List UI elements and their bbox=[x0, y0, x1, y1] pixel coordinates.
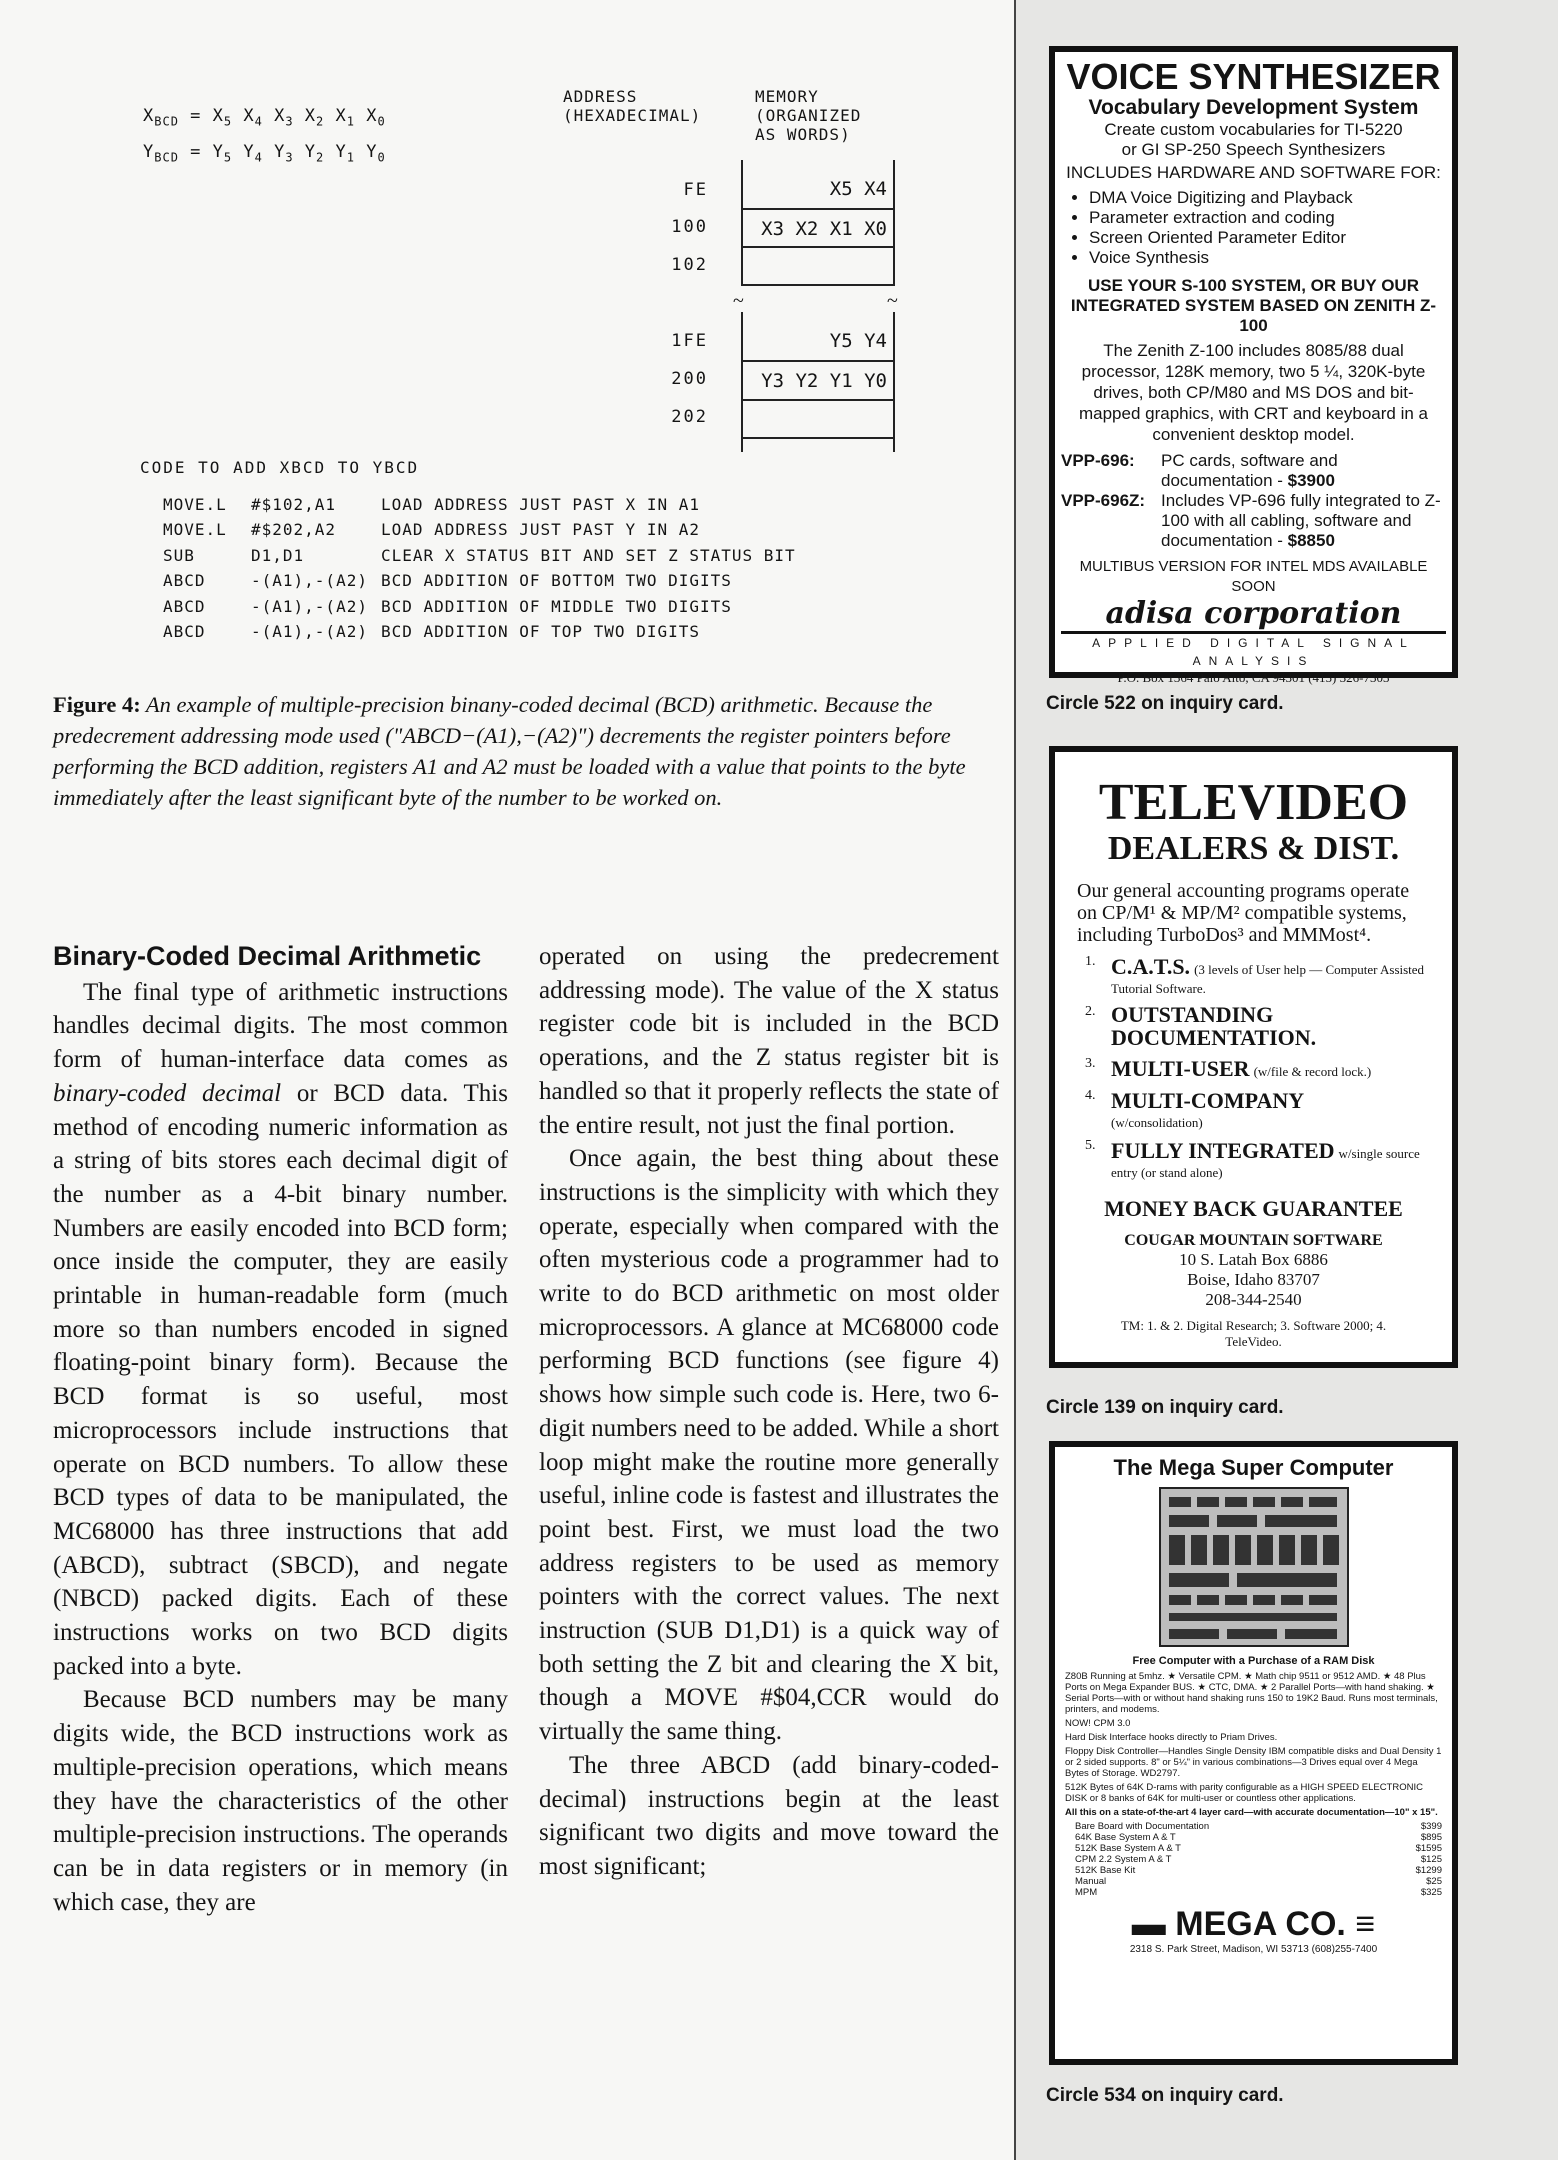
ad-address: P.O. Box 1364 Palo Alto, CA 94301 (415) 326-7303 bbox=[1117, 670, 1390, 685]
address-header-line1: ADDRESS bbox=[563, 87, 638, 106]
ad-line: Create custom vocabularies for TI-5220 bbox=[1104, 120, 1403, 139]
feature-number: 3. bbox=[1085, 1056, 1096, 1071]
ad-spec-list bbox=[1065, 1671, 1442, 1818]
price-row bbox=[1075, 1876, 1442, 1887]
memory-header-line1: MEMORY bbox=[755, 87, 819, 106]
ad-spec: All this on a state-of-the-art 4 layer card—with accurate documentation—10" x 15". bbox=[1065, 1807, 1438, 1818]
ad-address: 10 S. Latah Box 6886 bbox=[1179, 1250, 1328, 1269]
memory-address: FE bbox=[683, 180, 708, 200]
code-comment: LOAD ADDRESS JUST PAST Y IN A2 bbox=[381, 520, 700, 539]
price-value: $399 bbox=[1420, 1821, 1442, 1832]
feature-number: 1. bbox=[1085, 954, 1096, 969]
figure-caption bbox=[53, 689, 1004, 813]
feature-head: FULLY INTEGRATED bbox=[1111, 1138, 1335, 1163]
ad-address: 2318 S. Park Street, Madison, WI 53713 (608)255-7400 bbox=[1129, 1944, 1378, 1955]
price-row bbox=[1075, 1832, 1442, 1843]
memory-header bbox=[755, 87, 861, 144]
memory-cell: X5 X4 bbox=[829, 178, 887, 200]
memory-header-line3: AS WORDS) bbox=[755, 125, 851, 144]
code-args: D1,D1 bbox=[251, 546, 305, 565]
code-title: CODE TO ADD XBCD TO YBCD bbox=[140, 458, 420, 477]
ad-feature bbox=[1085, 954, 1430, 998]
memory-cell: Y3 Y2 Y1 Y0 bbox=[761, 370, 887, 392]
ad-spec: Hard Disk Interface hooks directly to Priam Drives. bbox=[1065, 1732, 1278, 1743]
paragraph bbox=[53, 976, 508, 1684]
emphasis-text: binary-coded decimal bbox=[53, 1079, 282, 1107]
mega-logo-icon: ≡ bbox=[1345, 1905, 1376, 1943]
ad-voice-synthesizer[interactable] bbox=[1049, 46, 1458, 685]
paragraph: operated on using the predecrement addressing mode). The value of the X status register code bit is included in the BCD operations, and the Z status register bit is handled so that it properly reflects the state of the entire result, not just the final portion. bbox=[539, 943, 999, 1139]
ad-feature bbox=[1085, 1056, 1430, 1082]
feature-number: 4. bbox=[1085, 1088, 1096, 1103]
ad-multibus: MULTIBUS VERSION FOR INTEL MDS AVAILABLE SOON bbox=[1079, 558, 1428, 595]
price-value: $895 bbox=[1420, 1832, 1442, 1843]
ad-spec: 512K Bytes of 64K D-rams with parity configurable as a HIGH SPEED ELECTRONIC DISK or 8 banks of 64K for multi-user or countless other applications. bbox=[1065, 1782, 1423, 1804]
ad-free-offer: Free Computer with a Purchase of a RAM Disk bbox=[1132, 1655, 1375, 1667]
memory-break-mark: ~ bbox=[887, 290, 898, 312]
feature-tail: (w/file & record lock.) bbox=[1253, 1064, 1372, 1079]
code-args: -(A1),-(A2) bbox=[251, 571, 368, 590]
ad-feature bbox=[1085, 1088, 1430, 1132]
paragraph-text: The final type of arithmetic instructions handles decimal digits. The most common form of human-interface data comes as bbox=[53, 978, 508, 1074]
price-row bbox=[1075, 1887, 1442, 1898]
ad-feature: • Screen Oriented Parameter Editor bbox=[1089, 228, 1446, 248]
feature-head: MULTI-COMPANY bbox=[1111, 1088, 1305, 1113]
ad-feature: • DMA Voice Digitizing and Playback bbox=[1089, 188, 1446, 208]
price-value: $25 bbox=[1426, 1876, 1442, 1887]
price-row bbox=[1075, 1865, 1442, 1876]
article-column-1 bbox=[53, 940, 508, 1919]
code-comment: BCD ADDITION OF MIDDLE TWO DIGITS bbox=[381, 597, 732, 616]
article-column-2 bbox=[539, 940, 999, 1884]
ad-company: COUGAR MOUNTAIN SOFTWARE bbox=[1124, 1232, 1383, 1249]
ad-televideo[interactable] bbox=[1049, 746, 1458, 1368]
memory-address: 1FE bbox=[671, 331, 708, 351]
ad-guarantee: MONEY BACK GUARANTEE bbox=[1104, 1196, 1403, 1221]
ad-phone: 208-344-2540 bbox=[1205, 1290, 1302, 1309]
ad-spec: NOW! CPM 3.0 bbox=[1065, 1718, 1131, 1729]
feature-head: C.A.T.S. bbox=[1111, 954, 1191, 979]
ad-address: Boise, Idaho 83707 bbox=[1187, 1270, 1320, 1289]
caption-text: An example of multiple-precision binany-coded decimal (BCD) arithmetic. Because the predecrement addressing mode used ("ABCD−(A1),−(A2)") decrements the register pointers before performing the BCD addition, registers A1 and A2 must be loaded with a value that points to the byte immediately after the least significant byte of the number to be worked on. bbox=[53, 692, 966, 810]
price-value: $325 bbox=[1420, 1887, 1442, 1898]
price-value: $125 bbox=[1420, 1854, 1442, 1865]
ad-subtitle: Vocabulary Development System bbox=[1088, 96, 1419, 119]
price-value: $1299 bbox=[1415, 1865, 1442, 1876]
memory-divider bbox=[741, 437, 895, 439]
ad-feature bbox=[1085, 1004, 1430, 1050]
feature-number: 5. bbox=[1085, 1138, 1096, 1153]
memory-break-mark: ~ bbox=[733, 290, 744, 312]
memory-divider bbox=[741, 246, 895, 248]
paragraph: Because BCD numbers may be many digits wide, the BCD instructions work as multiple-precision operations, which means they have the characteristics of the other multiple-precision instructions. The operands can be in data registers or in memory (in which case, they are bbox=[53, 1686, 508, 1916]
ad-vpp-696 bbox=[1061, 451, 1446, 491]
ad-mega-computer[interactable] bbox=[1049, 1441, 1458, 2065]
feature-tail: w/single source entry (or stand alone) bbox=[1111, 1146, 1420, 1180]
ad-includes: INCLUDES HARDWARE AND SOFTWARE FOR: bbox=[1066, 163, 1441, 182]
ad-subtitle: DEALERS & DIST. bbox=[1107, 830, 1400, 867]
code-op: ABCD bbox=[163, 571, 206, 590]
memory-divider bbox=[741, 399, 895, 401]
mega-logo-icon: ▬ bbox=[1131, 1905, 1176, 1943]
code-comment: BCD ADDITION OF TOP TWO DIGITS bbox=[381, 622, 700, 641]
price-row bbox=[1075, 1843, 1442, 1854]
memory-address: 102 bbox=[671, 255, 708, 275]
code-op: MOVE.L bbox=[163, 495, 227, 514]
ad-feature-list bbox=[1077, 954, 1430, 1182]
memory-address: 100 bbox=[671, 217, 708, 237]
code-args: -(A1),-(A2) bbox=[251, 622, 368, 641]
vpp-desc bbox=[1161, 451, 1446, 491]
ad-title: The Mega Super Computer bbox=[1113, 1455, 1394, 1480]
price-item: CPM 2.2 System A & T bbox=[1075, 1854, 1172, 1865]
code-comment: BCD ADDITION OF BOTTOM TWO DIGITS bbox=[381, 571, 732, 590]
memory-divider bbox=[741, 360, 895, 362]
code-op: SUB bbox=[163, 546, 195, 565]
feature-head: OUTSTANDING DOCUMENTATION. bbox=[1111, 1002, 1317, 1050]
circuit-board-photo bbox=[1159, 1487, 1349, 1647]
inquiry-circle-534: Circle 534 on inquiry card. bbox=[1046, 2085, 1284, 2106]
address-header bbox=[563, 87, 701, 125]
price-item: Manual bbox=[1075, 1876, 1107, 1887]
register-y-definition: $Y_{BCD} = Y_5$ $Y_4$ $Y_3$ $Y_2$ $Y_1$ $Y_0$ bbox=[143, 142, 386, 165]
ad-feature bbox=[1085, 1138, 1430, 1182]
vpp-code: VPP-696Z: bbox=[1061, 491, 1146, 510]
ad-use: INTEGRATED SYSTEM BASED ON ZENITH Z-100 bbox=[1070, 296, 1437, 335]
code-op: ABCD bbox=[163, 622, 206, 641]
price-item: 512K Base System A & T bbox=[1075, 1843, 1181, 1854]
ad-feature: • Voice Synthesis bbox=[1089, 248, 1446, 268]
price-item: 512K Base Kit bbox=[1075, 1865, 1136, 1876]
price-item: Bare Board with Documentation bbox=[1075, 1821, 1210, 1832]
vpp-price: $8850 bbox=[1287, 531, 1335, 550]
vpp-text: Includes VP-696 fully integrated to Z-100 with all cabling, software and documentation - bbox=[1161, 491, 1441, 550]
address-header-line2: (HEXADECIMAL) bbox=[563, 106, 702, 125]
mega-co-logo bbox=[1065, 1904, 1442, 1944]
memory-divider bbox=[741, 284, 895, 286]
vpp-desc bbox=[1161, 491, 1446, 551]
price-row bbox=[1075, 1821, 1442, 1832]
price-item: 64K Base System A & T bbox=[1075, 1832, 1176, 1843]
caption-label: Figure 4: bbox=[53, 692, 141, 717]
ad-feature-list bbox=[1061, 188, 1446, 268]
code-comment: LOAD ADDRESS JUST PAST X IN A1 bbox=[381, 495, 700, 514]
memory-address: 202 bbox=[671, 407, 708, 427]
ad-price-list bbox=[1065, 1821, 1442, 1898]
ad-zenith: The Zenith Z-100 includes 8085/88 dual processor, 128K memory, two 5 ¼, 320K-byte drives, both CP/M80 and MS DOS and bit-mapped graphics, with CRT and keyboard in a convenient desktop model. bbox=[1078, 341, 1428, 444]
memory-address: 200 bbox=[671, 369, 708, 389]
price-value: $1595 bbox=[1415, 1843, 1442, 1854]
ad-spec: Floppy Disk Controller—Handles Single Density IBM compatible disks and Dual Density 1 or 2 sided supports. 8" or 5¼" in various combinations—3 Drives equal over 4 Mega Bytes of Storage. WD2797. bbox=[1065, 1746, 1442, 1779]
paragraph: Once again, the best thing about these instructions is the simplicity with which they operate, especially when compared with the often mysterious code a programmer had to write to do BCD arithmetic on most older microprocessors. A glance at MC68000 code performing BCD functions (see figure 4) shows how simple such code is. Here, two 6-digit numbers need to be added. While a short loop might make the routine more generally useful, inline code is fastest and illustrates the point best. First, we must load the two address registers to be used as memory pointers with the correct values. The next instruction (SUB D1,D1) is a quick way of both setting the Z bit and clearing the X bit, though a MOVE #$04,CCR would do virtually the same thing. bbox=[539, 1145, 999, 1746]
ad-use: USE YOUR S-100 SYSTEM, OR BUY OUR bbox=[1088, 276, 1419, 295]
memory-cell: Y5 Y4 bbox=[829, 330, 887, 352]
feature-number: 2. bbox=[1085, 1004, 1096, 1019]
ad-spec: Z80B Running at 5mhz. ★ Versatile CPM. ★ Math chip 9511 or 9512 AMD. ★ 48 Plus Ports on Mega Expander BUS. ★ CTC, DMA. ★ 2 Parallel Ports—with hand shaking. ★ Serial Ports—with or without hand shaking runs 150 to 19K2 Baud. Runs most terminals, printers, and modems. bbox=[1065, 1671, 1438, 1715]
price-item: MPM bbox=[1075, 1887, 1098, 1898]
feature-head: MULTI-USER bbox=[1111, 1056, 1250, 1081]
ad-feature: • Parameter extraction and coding bbox=[1089, 208, 1446, 228]
inquiry-circle-139: Circle 139 on inquiry card. bbox=[1046, 1397, 1284, 1418]
paragraph: The three ABCD (add binary-coded-decimal) instructions begin at the least significant two digits and move toward the most significant; bbox=[539, 1751, 999, 1880]
code-args: -(A1),-(A2) bbox=[251, 597, 368, 616]
ad-trademarks: TM: 1. & 2. Digital Research; 3. Software 2000; 4. TeleVideo. bbox=[1120, 1318, 1387, 1349]
paragraph-text: or BCD data. This method of encoding numeric information as a string of bits stores each decimal digit of the number as a 4-bit binary number. Numbers are easily encoded into BCD form; once inside the computer, they are easily printable in human-readable form (much more so than numbers encoded in signed floating-point binary form). Because the BCD format is so useful, most microprocessors include instructions that operate on BCD numbers. To allow these BCD types of data to be manipulated, the MC68000 has three instructions that add (ABCD), subtract (SBCD), and negate (NBCD) packed digits. Each of these instructions works on two BCD digits packed into a byte. bbox=[53, 1079, 508, 1680]
code-args: #$202,A2 bbox=[251, 520, 337, 539]
vpp-price: $3900 bbox=[1287, 471, 1335, 490]
ad-intro: Our general accounting programs operate on CP/M¹ & MP/M² compatible systems, including TurboDos³ and MMMost⁴. bbox=[1077, 880, 1410, 946]
inquiry-circle-522: Circle 522 on inquiry card. bbox=[1046, 693, 1284, 714]
feature-tail: (3 levels of User help — Computer Assisted Tutorial Software. bbox=[1111, 962, 1425, 996]
adisa-logo: adisa corporation bbox=[1061, 597, 1446, 634]
register-x-definition: $X_{BCD} = X_5$ $X_4$ $X_3$ $X_2$ $X_1$ $X_0$ bbox=[143, 106, 386, 129]
code-op: ABCD bbox=[163, 597, 206, 616]
ad-title: TELEVIDEO bbox=[1098, 774, 1409, 831]
ad-vpp-696z bbox=[1061, 491, 1446, 551]
code-args: #$102,A1 bbox=[251, 495, 337, 514]
section-heading: Binary-Coded Decimal Arithmetic bbox=[53, 941, 482, 971]
price-row bbox=[1075, 1854, 1442, 1865]
code-comment: CLEAR X STATUS BIT AND SET Z STATUS BIT bbox=[381, 546, 796, 565]
memory-divider bbox=[741, 208, 895, 210]
code-op: MOVE.L bbox=[163, 520, 227, 539]
ad-title: VOICE SYNTHESIZER bbox=[1066, 56, 1441, 97]
feature-tail: (w/consolidation) bbox=[1111, 1115, 1203, 1130]
mega-logo-text: MEGA CO. bbox=[1175, 1905, 1346, 1943]
vpp-code: VPP-696: bbox=[1061, 451, 1135, 470]
ad-line: or GI SP-250 Speech Synthesizers bbox=[1121, 140, 1386, 159]
vpp-text: PC cards, software and documentation - bbox=[1161, 451, 1338, 490]
memory-header-line2: (ORGANIZED bbox=[755, 106, 862, 125]
ad-company: APPLIED DIGITAL SIGNAL ANALYSIS bbox=[1092, 636, 1415, 668]
memory-cell: X3 X2 X1 X0 bbox=[761, 218, 887, 240]
